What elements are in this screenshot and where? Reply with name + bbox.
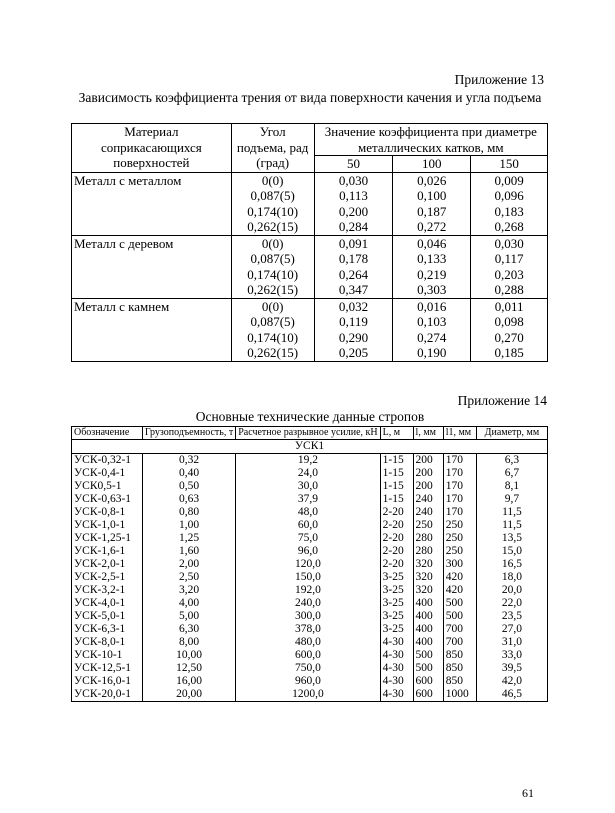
length-l-cell: 280 bbox=[413, 532, 443, 545]
capacity-cell: 10,00 bbox=[142, 649, 235, 662]
force-cell: 192,0 bbox=[236, 584, 380, 597]
name-cell: УСК-5,0-1 bbox=[72, 610, 143, 623]
angle-cell-value: 0,087(5) bbox=[250, 251, 295, 266]
force-cell: 120,0 bbox=[236, 558, 380, 571]
angle-cell-value: 0,262(15) bbox=[247, 219, 299, 234]
name-cell: УСК-0,4-1 bbox=[72, 467, 143, 480]
value150-cell-value: 0,096 bbox=[494, 188, 524, 203]
force-cell: 750,0 bbox=[236, 662, 380, 675]
length-L-cell: 3-25 bbox=[380, 610, 413, 623]
name-cell: УСК-1,0-1 bbox=[72, 519, 143, 532]
length-L-cell: 3-25 bbox=[380, 584, 413, 597]
value50-cell-value: 0,119 bbox=[339, 314, 368, 329]
capacity-cell: 0,40 bbox=[142, 467, 235, 480]
material-cell: Металл с деревом bbox=[72, 235, 232, 298]
angle-cell-value: 0,174(10) bbox=[247, 203, 299, 219]
diameter-cell: 8,1 bbox=[476, 480, 547, 493]
length-l-cell: 320 bbox=[413, 571, 443, 584]
length-l1-cell: 700 bbox=[443, 636, 476, 649]
table-row bbox=[72, 558, 548, 571]
length-L-cell: 2-20 bbox=[380, 532, 413, 545]
table-row bbox=[72, 649, 548, 662]
force-cell: 480,0 bbox=[236, 636, 380, 649]
value100-cell bbox=[393, 298, 471, 361]
force-cell: 240,0 bbox=[236, 597, 380, 610]
capacity-cell: 5,00 bbox=[142, 610, 235, 623]
length-L-cell: 4-30 bbox=[380, 636, 413, 649]
table-row bbox=[72, 623, 548, 636]
table-row bbox=[72, 493, 548, 506]
length-l1-cell: 170 bbox=[443, 467, 476, 480]
diameter-cell: 13,5 bbox=[476, 532, 547, 545]
friction-group-row bbox=[72, 298, 548, 361]
name-cell: УСК0,5-1 bbox=[72, 480, 143, 493]
diameter-cell: 6,7 bbox=[476, 467, 547, 480]
diameter-cell: 18,0 bbox=[476, 571, 547, 584]
length-l-cell: 200 bbox=[413, 467, 443, 480]
value100-cell-value: 0,303 bbox=[417, 282, 447, 297]
length-l1-cell: 250 bbox=[443, 519, 476, 532]
name-cell: УСК-12,5-1 bbox=[72, 662, 143, 675]
table-row bbox=[72, 571, 548, 584]
length-L-cell: 3-25 bbox=[380, 571, 413, 584]
force-cell: 600,0 bbox=[236, 649, 380, 662]
value100-cell bbox=[393, 172, 471, 235]
value150-cell-value: 0,098 bbox=[494, 314, 524, 329]
angle-cell-value: 0,087(5) bbox=[250, 188, 295, 203]
header-L: L, м bbox=[380, 427, 413, 440]
diameter-cell: 33,0 bbox=[476, 649, 547, 662]
table-row bbox=[72, 506, 548, 519]
name-cell: УСК-0,63-1 bbox=[72, 493, 143, 506]
capacity-cell: 1,25 bbox=[142, 532, 235, 545]
length-l-cell: 200 bbox=[413, 454, 443, 468]
value150-cell-value: 0,030 bbox=[494, 235, 524, 251]
length-l-cell: 600 bbox=[413, 675, 443, 688]
length-l1-cell: 850 bbox=[443, 662, 476, 675]
name-cell: УСК-2,0-1 bbox=[72, 558, 143, 571]
value100-cell-value: 0,190 bbox=[417, 345, 447, 360]
value100-cell-value: 0,026 bbox=[417, 172, 447, 188]
header-d150: 150 bbox=[471, 156, 548, 173]
value50-cell-value: 0,200 bbox=[338, 203, 369, 219]
diameter-cell: 46,5 bbox=[476, 688, 547, 702]
header-force: Расчетное разрывное усилие, кН bbox=[236, 427, 380, 440]
header-diameter: Диаметр, мм bbox=[476, 427, 547, 440]
diameter-cell: 20,0 bbox=[476, 584, 547, 597]
angle-cell-value: 0(0) bbox=[261, 298, 284, 314]
angle-cell-value: 0(0) bbox=[261, 172, 284, 188]
name-cell: УСК-2,5-1 bbox=[72, 571, 143, 584]
capacity-cell: 1,00 bbox=[142, 519, 235, 532]
value150-cell-value: 0,009 bbox=[494, 172, 524, 188]
appendix-13-label: Приложение 13 bbox=[454, 72, 544, 87]
length-L-cell: 2-20 bbox=[380, 519, 413, 532]
length-l1-cell: 850 bbox=[443, 649, 476, 662]
diameter-cell: 31,0 bbox=[476, 636, 547, 649]
name-cell: УСК-10-1 bbox=[72, 649, 143, 662]
material-cell: Металл с камнем bbox=[72, 298, 232, 361]
length-l1-cell: 420 bbox=[443, 584, 476, 597]
length-L-cell: 2-20 bbox=[380, 545, 413, 558]
name-cell: УСК-20,0-1 bbox=[72, 688, 143, 702]
table-row bbox=[72, 545, 548, 558]
length-l1-cell: 500 bbox=[443, 610, 476, 623]
value100-cell-value: 0,133 bbox=[417, 251, 447, 266]
force-cell: 19,2 bbox=[236, 454, 380, 468]
length-l1-cell: 170 bbox=[443, 493, 476, 506]
table-row bbox=[72, 597, 548, 610]
header-angle: Угол подъема, рад (град) bbox=[231, 124, 314, 173]
name-cell: УСК-3,2-1 bbox=[72, 584, 143, 597]
value50-cell-value: 0,030 bbox=[338, 172, 369, 188]
diameter-cell: 39,5 bbox=[476, 662, 547, 675]
table-row bbox=[72, 532, 548, 545]
value150-cell-value: 0,011 bbox=[494, 298, 524, 314]
value50-cell bbox=[314, 172, 393, 235]
diameter-cell: 23,5 bbox=[476, 610, 547, 623]
value50-cell-value: 0,205 bbox=[338, 345, 369, 360]
table-row bbox=[72, 662, 548, 675]
value50-cell-value: 0,284 bbox=[338, 219, 369, 234]
friction-group-row bbox=[72, 172, 548, 235]
value100-cell-value: 0,274 bbox=[417, 329, 447, 345]
value50-cell-value: 0,032 bbox=[338, 298, 369, 314]
value150-cell-value: 0,203 bbox=[494, 266, 524, 282]
appendix-14-label: Приложение 14 bbox=[457, 393, 547, 408]
value150-cell-value: 0,270 bbox=[494, 329, 524, 345]
diameter-cell: 42,0 bbox=[476, 675, 547, 688]
capacity-cell: 2,00 bbox=[142, 558, 235, 571]
length-l1-cell: 420 bbox=[443, 571, 476, 584]
capacity-cell: 16,00 bbox=[142, 675, 235, 688]
value150-cell-value: 0,117 bbox=[494, 251, 524, 266]
value50-cell bbox=[314, 235, 393, 298]
length-l1-cell: 300 bbox=[443, 558, 476, 571]
capacity-cell: 3,20 bbox=[142, 584, 235, 597]
value50-cell bbox=[314, 298, 393, 361]
value150-cell bbox=[471, 235, 548, 298]
length-L-cell: 1-15 bbox=[380, 493, 413, 506]
length-l-cell: 320 bbox=[413, 558, 443, 571]
length-l-cell: 320 bbox=[413, 584, 443, 597]
force-cell: 48,0 bbox=[236, 506, 380, 519]
angle-cell-value: 0,262(15) bbox=[247, 345, 299, 360]
name-cell: УСК-1,6-1 bbox=[72, 545, 143, 558]
value150-cell-value: 0,268 bbox=[494, 219, 524, 234]
name-cell: УСК-4,0-1 bbox=[72, 597, 143, 610]
length-l1-cell: 850 bbox=[443, 675, 476, 688]
header-capacity: Грузоподъемность, т bbox=[142, 427, 235, 440]
capacity-cell: 2,50 bbox=[142, 571, 235, 584]
length-L-cell: 3-25 bbox=[380, 623, 413, 636]
value50-cell-value: 0,290 bbox=[338, 329, 369, 345]
length-l-cell: 240 bbox=[413, 506, 443, 519]
length-l-cell: 280 bbox=[413, 545, 443, 558]
length-L-cell: 4-30 bbox=[380, 688, 413, 702]
name-cell: УСК-6,3-1 bbox=[72, 623, 143, 636]
section-label: УСК1 bbox=[72, 440, 548, 454]
length-L-cell: 2-20 bbox=[380, 558, 413, 571]
length-l1-cell: 170 bbox=[443, 480, 476, 493]
angle-cell-value: 0,174(10) bbox=[247, 266, 299, 282]
length-l1-cell: 500 bbox=[443, 597, 476, 610]
capacity-cell: 1,60 bbox=[142, 545, 235, 558]
length-l1-cell: 170 bbox=[443, 454, 476, 468]
force-cell: 60,0 bbox=[236, 519, 380, 532]
length-l-cell: 400 bbox=[413, 610, 443, 623]
length-l1-cell: 250 bbox=[443, 545, 476, 558]
name-cell: УСК-0,32-1 bbox=[72, 454, 143, 468]
length-L-cell: 1-15 bbox=[380, 454, 413, 468]
value150-cell-value: 0,288 bbox=[494, 282, 524, 297]
table-row bbox=[72, 454, 548, 468]
name-cell: УСК-1,25-1 bbox=[72, 532, 143, 545]
value50-cell-value: 0,091 bbox=[338, 235, 369, 251]
length-L-cell: 1-15 bbox=[380, 467, 413, 480]
angle-cell-value: 0,087(5) bbox=[250, 314, 295, 329]
name-cell: УСК-8,0-1 bbox=[72, 636, 143, 649]
length-l-cell: 500 bbox=[413, 649, 443, 662]
angle-cell bbox=[231, 172, 314, 235]
header-material: Материал соприкасающихся поверхностей bbox=[72, 124, 232, 173]
diameter-cell: 27,0 bbox=[476, 623, 547, 636]
table-row bbox=[72, 519, 548, 532]
table-row bbox=[72, 675, 548, 688]
value50-cell-value: 0,347 bbox=[338, 282, 369, 297]
appendix-13-title: Зависимость коэффициента трения от вида поверхности качения и угла подъема bbox=[78, 90, 542, 105]
length-L-cell: 1-15 bbox=[380, 480, 413, 493]
page-number: 61 bbox=[522, 786, 534, 800]
force-cell: 30,0 bbox=[236, 480, 380, 493]
length-l1-cell: 170 bbox=[443, 506, 476, 519]
value100-cell-value: 0,103 bbox=[417, 314, 447, 329]
appendix-14-title: Основные технические данные стропов bbox=[195, 409, 425, 424]
length-l-cell: 200 bbox=[413, 480, 443, 493]
length-l1-cell: 700 bbox=[443, 623, 476, 636]
diameter-cell: 6,3 bbox=[476, 454, 547, 468]
length-l-cell: 240 bbox=[413, 493, 443, 506]
length-l-cell: 250 bbox=[413, 519, 443, 532]
force-cell: 1200,0 bbox=[236, 688, 380, 702]
diameter-cell: 9,7 bbox=[476, 493, 547, 506]
header-name: Обозначение bbox=[72, 427, 143, 440]
angle-cell bbox=[231, 235, 314, 298]
diameter-cell: 16,5 bbox=[476, 558, 547, 571]
name-cell: УСК-0,8-1 bbox=[72, 506, 143, 519]
value150-cell bbox=[471, 298, 548, 361]
value150-cell-value: 0,183 bbox=[494, 203, 524, 219]
angle-cell bbox=[231, 298, 314, 361]
force-cell: 960,0 bbox=[236, 675, 380, 688]
capacity-cell: 4,00 bbox=[142, 597, 235, 610]
value100-cell-value: 0,016 bbox=[417, 298, 447, 314]
capacity-cell: 20,00 bbox=[142, 688, 235, 702]
length-L-cell: 4-30 bbox=[380, 662, 413, 675]
capacity-cell: 0,50 bbox=[142, 480, 235, 493]
table-row bbox=[72, 584, 548, 597]
slings-table bbox=[71, 426, 548, 702]
force-cell: 24,0 bbox=[236, 467, 380, 480]
length-l-cell: 400 bbox=[413, 597, 443, 610]
length-l1-cell: 1000 bbox=[443, 688, 476, 702]
header-coef: Значение коэффициента при диаметре металлических катков, мм bbox=[314, 124, 547, 156]
force-cell: 150,0 bbox=[236, 571, 380, 584]
table-row bbox=[72, 688, 548, 702]
length-l-cell: 600 bbox=[413, 688, 443, 702]
header-d100: 100 bbox=[393, 156, 471, 173]
length-l-cell: 500 bbox=[413, 662, 443, 675]
value100-cell bbox=[393, 235, 471, 298]
friction-table bbox=[71, 123, 548, 362]
value50-cell-value: 0,113 bbox=[339, 188, 368, 203]
value100-cell-value: 0,046 bbox=[417, 235, 447, 251]
diameter-cell: 11,5 bbox=[476, 506, 547, 519]
table-row bbox=[72, 610, 548, 623]
table-row bbox=[72, 480, 548, 493]
angle-cell-value: 0,174(10) bbox=[247, 329, 299, 345]
capacity-cell: 0,63 bbox=[142, 493, 235, 506]
force-cell: 96,0 bbox=[236, 545, 380, 558]
capacity-cell: 0,32 bbox=[142, 454, 235, 468]
angle-cell-value: 0(0) bbox=[261, 235, 284, 251]
length-l1-cell: 250 bbox=[443, 532, 476, 545]
header-d50: 50 bbox=[314, 156, 393, 173]
value150-cell bbox=[471, 172, 548, 235]
force-cell: 37,9 bbox=[236, 493, 380, 506]
force-cell: 378,0 bbox=[236, 623, 380, 636]
length-l-cell: 400 bbox=[413, 623, 443, 636]
capacity-cell: 0,80 bbox=[142, 506, 235, 519]
value100-cell-value: 0,219 bbox=[417, 266, 447, 282]
material-cell: Металл с металлом bbox=[72, 172, 232, 235]
angle-cell-value: 0,262(15) bbox=[247, 282, 299, 297]
diameter-cell: 22,0 bbox=[476, 597, 547, 610]
value100-cell-value: 0,100 bbox=[417, 188, 447, 203]
header-l1: l1, мм bbox=[443, 427, 476, 440]
length-L-cell: 2-20 bbox=[380, 506, 413, 519]
name-cell: УСК-16,0-1 bbox=[72, 675, 143, 688]
table-row bbox=[72, 467, 548, 480]
capacity-cell: 6,30 bbox=[142, 623, 235, 636]
capacity-cell: 12,50 bbox=[142, 662, 235, 675]
force-cell: 300,0 bbox=[236, 610, 380, 623]
value50-cell-value: 0,264 bbox=[338, 266, 369, 282]
length-L-cell: 4-30 bbox=[380, 649, 413, 662]
value100-cell-value: 0,187 bbox=[417, 203, 447, 219]
diameter-cell: 15,0 bbox=[476, 545, 547, 558]
length-L-cell: 3-25 bbox=[380, 597, 413, 610]
value150-cell-value: 0,185 bbox=[494, 345, 524, 360]
header-l: l, мм bbox=[413, 427, 443, 440]
diameter-cell: 11,5 bbox=[476, 519, 547, 532]
length-l-cell: 400 bbox=[413, 636, 443, 649]
value50-cell-value: 0,178 bbox=[338, 251, 369, 266]
friction-group-row bbox=[72, 235, 548, 298]
value100-cell-value: 0,272 bbox=[417, 219, 447, 234]
force-cell: 75,0 bbox=[236, 532, 380, 545]
table-row bbox=[72, 636, 548, 649]
length-L-cell: 4-30 bbox=[380, 675, 413, 688]
capacity-cell: 8,00 bbox=[142, 636, 235, 649]
